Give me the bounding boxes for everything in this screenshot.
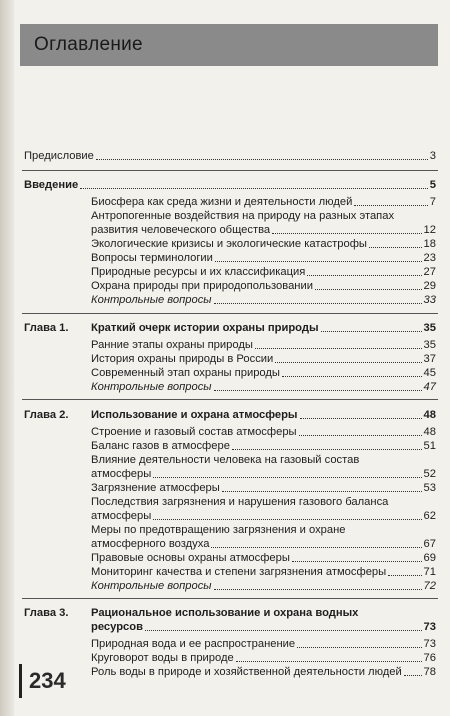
toc-subentry[interactable] xyxy=(91,538,436,550)
toc-entry-page: 12 xyxy=(423,224,436,236)
toc-entry-page: 18 xyxy=(423,238,436,250)
toc-entry-title: ресурсов xyxy=(91,621,143,633)
toc-subentry[interactable] xyxy=(91,566,436,578)
toc-entry-chapter-3[interactable] xyxy=(91,621,436,633)
toc-subentry[interactable] xyxy=(91,552,436,564)
divider xyxy=(22,313,438,314)
section-header xyxy=(20,24,438,66)
toc-entry-page: 5 xyxy=(429,179,436,191)
toc-entry-page: 35 xyxy=(423,339,436,351)
page-number: 234 xyxy=(29,668,66,693)
toc-entry-chapter-1[interactable] xyxy=(91,322,436,334)
toc-entry-title: атмосферы xyxy=(91,468,152,480)
toc-subentry[interactable] xyxy=(91,652,436,664)
toc-entry-title: Роль воды в природе и хозяйственной деятельности людей xyxy=(91,666,402,678)
toc-subentry[interactable] xyxy=(91,280,436,292)
toc-subentry[interactable] xyxy=(91,510,436,522)
toc-entry-page: 3 xyxy=(429,150,436,162)
toc-entry-page: 73 xyxy=(423,621,436,633)
divider xyxy=(22,598,438,599)
toc-subentry-questions[interactable] xyxy=(91,294,436,306)
toc-subentry[interactable] xyxy=(91,426,436,438)
chapter-label: Глава 1. xyxy=(24,322,69,334)
toc-entry-page: 62 xyxy=(423,510,436,522)
toc-entry-page: 27 xyxy=(423,266,436,278)
toc-entry-title: Ранние этапы охраны природы xyxy=(91,339,253,351)
toc-subentry[interactable] xyxy=(91,224,436,236)
toc-entry-title: Контрольные вопросы xyxy=(91,580,212,592)
divider xyxy=(22,170,438,171)
toc-entry-page: 37 xyxy=(423,353,436,365)
toc-entry-title: История охраны природы в России xyxy=(91,353,274,365)
toc-entry-title: Контрольные вопросы xyxy=(91,294,212,306)
toc-entry-title: Введение xyxy=(24,179,79,191)
toc-subentry-questions[interactable] xyxy=(91,381,436,393)
toc-subentry[interactable] xyxy=(91,196,436,208)
toc-entry-page: 23 xyxy=(423,252,436,264)
toc-entry-page: 7 xyxy=(429,196,436,208)
toc-entry-page: 33 xyxy=(423,294,436,306)
toc-entry-page: 69 xyxy=(423,552,436,564)
toc-entry-title: Природные ресурсы и их классификация xyxy=(91,266,306,278)
toc-entry-title: Круговорот воды в природе xyxy=(91,652,234,664)
toc-subentry[interactable] xyxy=(91,468,436,480)
toc-entry-title: Использование и охрана атмосферы xyxy=(91,409,298,421)
toc-subentry-questions[interactable] xyxy=(91,580,436,592)
toc-subentry[interactable] xyxy=(91,252,436,264)
toc-entry-title: Биосфера как среда жизни и деятельности людей xyxy=(91,196,353,208)
toc-entry-page: 67 xyxy=(423,538,436,550)
toc-subentry[interactable] xyxy=(91,238,436,250)
chapter-label: Глава 2. xyxy=(24,409,69,421)
chapter-label: Глава 3. xyxy=(24,607,69,619)
toc-entry-page: 78 xyxy=(423,666,436,678)
toc-entry-page: 53 xyxy=(423,482,436,494)
toc-subentry[interactable] xyxy=(91,339,436,351)
toc-entry-title: атмосферы xyxy=(91,510,152,522)
toc-entry-page: 45 xyxy=(423,367,436,379)
page-title: Оглавление xyxy=(34,34,143,55)
toc-entry-title: Правовые основы охраны атмосферы xyxy=(91,552,290,564)
toc-entry-page: 29 xyxy=(423,280,436,292)
toc-subentry[interactable] xyxy=(91,638,436,650)
toc-subentry-line[interactable]: Антропогенные воздействия на природу на разных этапах xyxy=(91,210,395,222)
toc-entry-title: Краткий очерк истории охраны природы xyxy=(91,322,319,334)
toc-entry-title: Экологические кризисы и экологические катастрофы xyxy=(91,238,367,250)
toc-entry-preface[interactable] xyxy=(24,150,436,162)
toc-entry-title: Контрольные вопросы xyxy=(91,381,212,393)
toc-subentry[interactable] xyxy=(91,666,436,678)
toc-entry-title: Современный этап охраны природы xyxy=(91,367,280,379)
toc-entry-intro[interactable] xyxy=(24,179,436,191)
toc-entry-page: 48 xyxy=(423,426,436,438)
toc-entry-title: Загрязнение атмосферы xyxy=(91,482,220,494)
toc-entry-title: Строение и газовый состав атмосферы xyxy=(91,426,297,438)
toc-subentry[interactable] xyxy=(91,266,436,278)
page-edge xyxy=(0,0,14,716)
toc-subentry[interactable] xyxy=(91,440,436,452)
toc-entry-title: Мониторинг качества и степени загрязнения атмосферы xyxy=(91,566,387,578)
toc-entry-page: 47 xyxy=(423,381,436,393)
toc-entry-page: 52 xyxy=(423,468,436,480)
toc-entry-chapter-2[interactable] xyxy=(91,409,436,421)
chapter-title-line[interactable]: Рациональное использование и охрана водных xyxy=(91,607,359,619)
toc-entry-page: 48 xyxy=(423,409,436,421)
toc-entry-page: 73 xyxy=(423,638,436,650)
toc-entry-page: 71 xyxy=(423,566,436,578)
toc-entry-title: атмосферного воздуха xyxy=(91,538,210,550)
toc-subentry[interactable] xyxy=(91,367,436,379)
toc-entry-title: Вопросы терминологии xyxy=(91,252,213,264)
toc-entry-title: Баланс газов в атмосфере xyxy=(91,440,230,452)
toc-entry-page: 72 xyxy=(423,580,436,592)
toc-entry-page: 35 xyxy=(423,322,436,334)
toc-subentry-line[interactable]: Последствия загрязнения и нарушения газового баланса xyxy=(91,496,389,508)
toc-entry-page: 51 xyxy=(423,440,436,452)
toc-entry-title: Предисловие xyxy=(24,150,94,162)
toc-entry-title: Природная вода и ее распространение xyxy=(91,638,296,650)
divider xyxy=(22,399,438,400)
toc-subentry-line[interactable]: Влияние деятельности человека на газовый состав xyxy=(91,454,360,466)
toc-subentry[interactable] xyxy=(91,482,436,494)
page-number-bar xyxy=(19,664,22,698)
toc-entry-page: 76 xyxy=(423,652,436,664)
toc-entry-title: Охрана природы при природопользовании xyxy=(91,280,313,292)
toc-subentry-line[interactable]: Меры по предотвращению загрязнения и охране xyxy=(91,524,346,536)
toc-subentry[interactable] xyxy=(91,353,436,365)
toc-entry-title: развития человеческого общества xyxy=(91,224,271,236)
